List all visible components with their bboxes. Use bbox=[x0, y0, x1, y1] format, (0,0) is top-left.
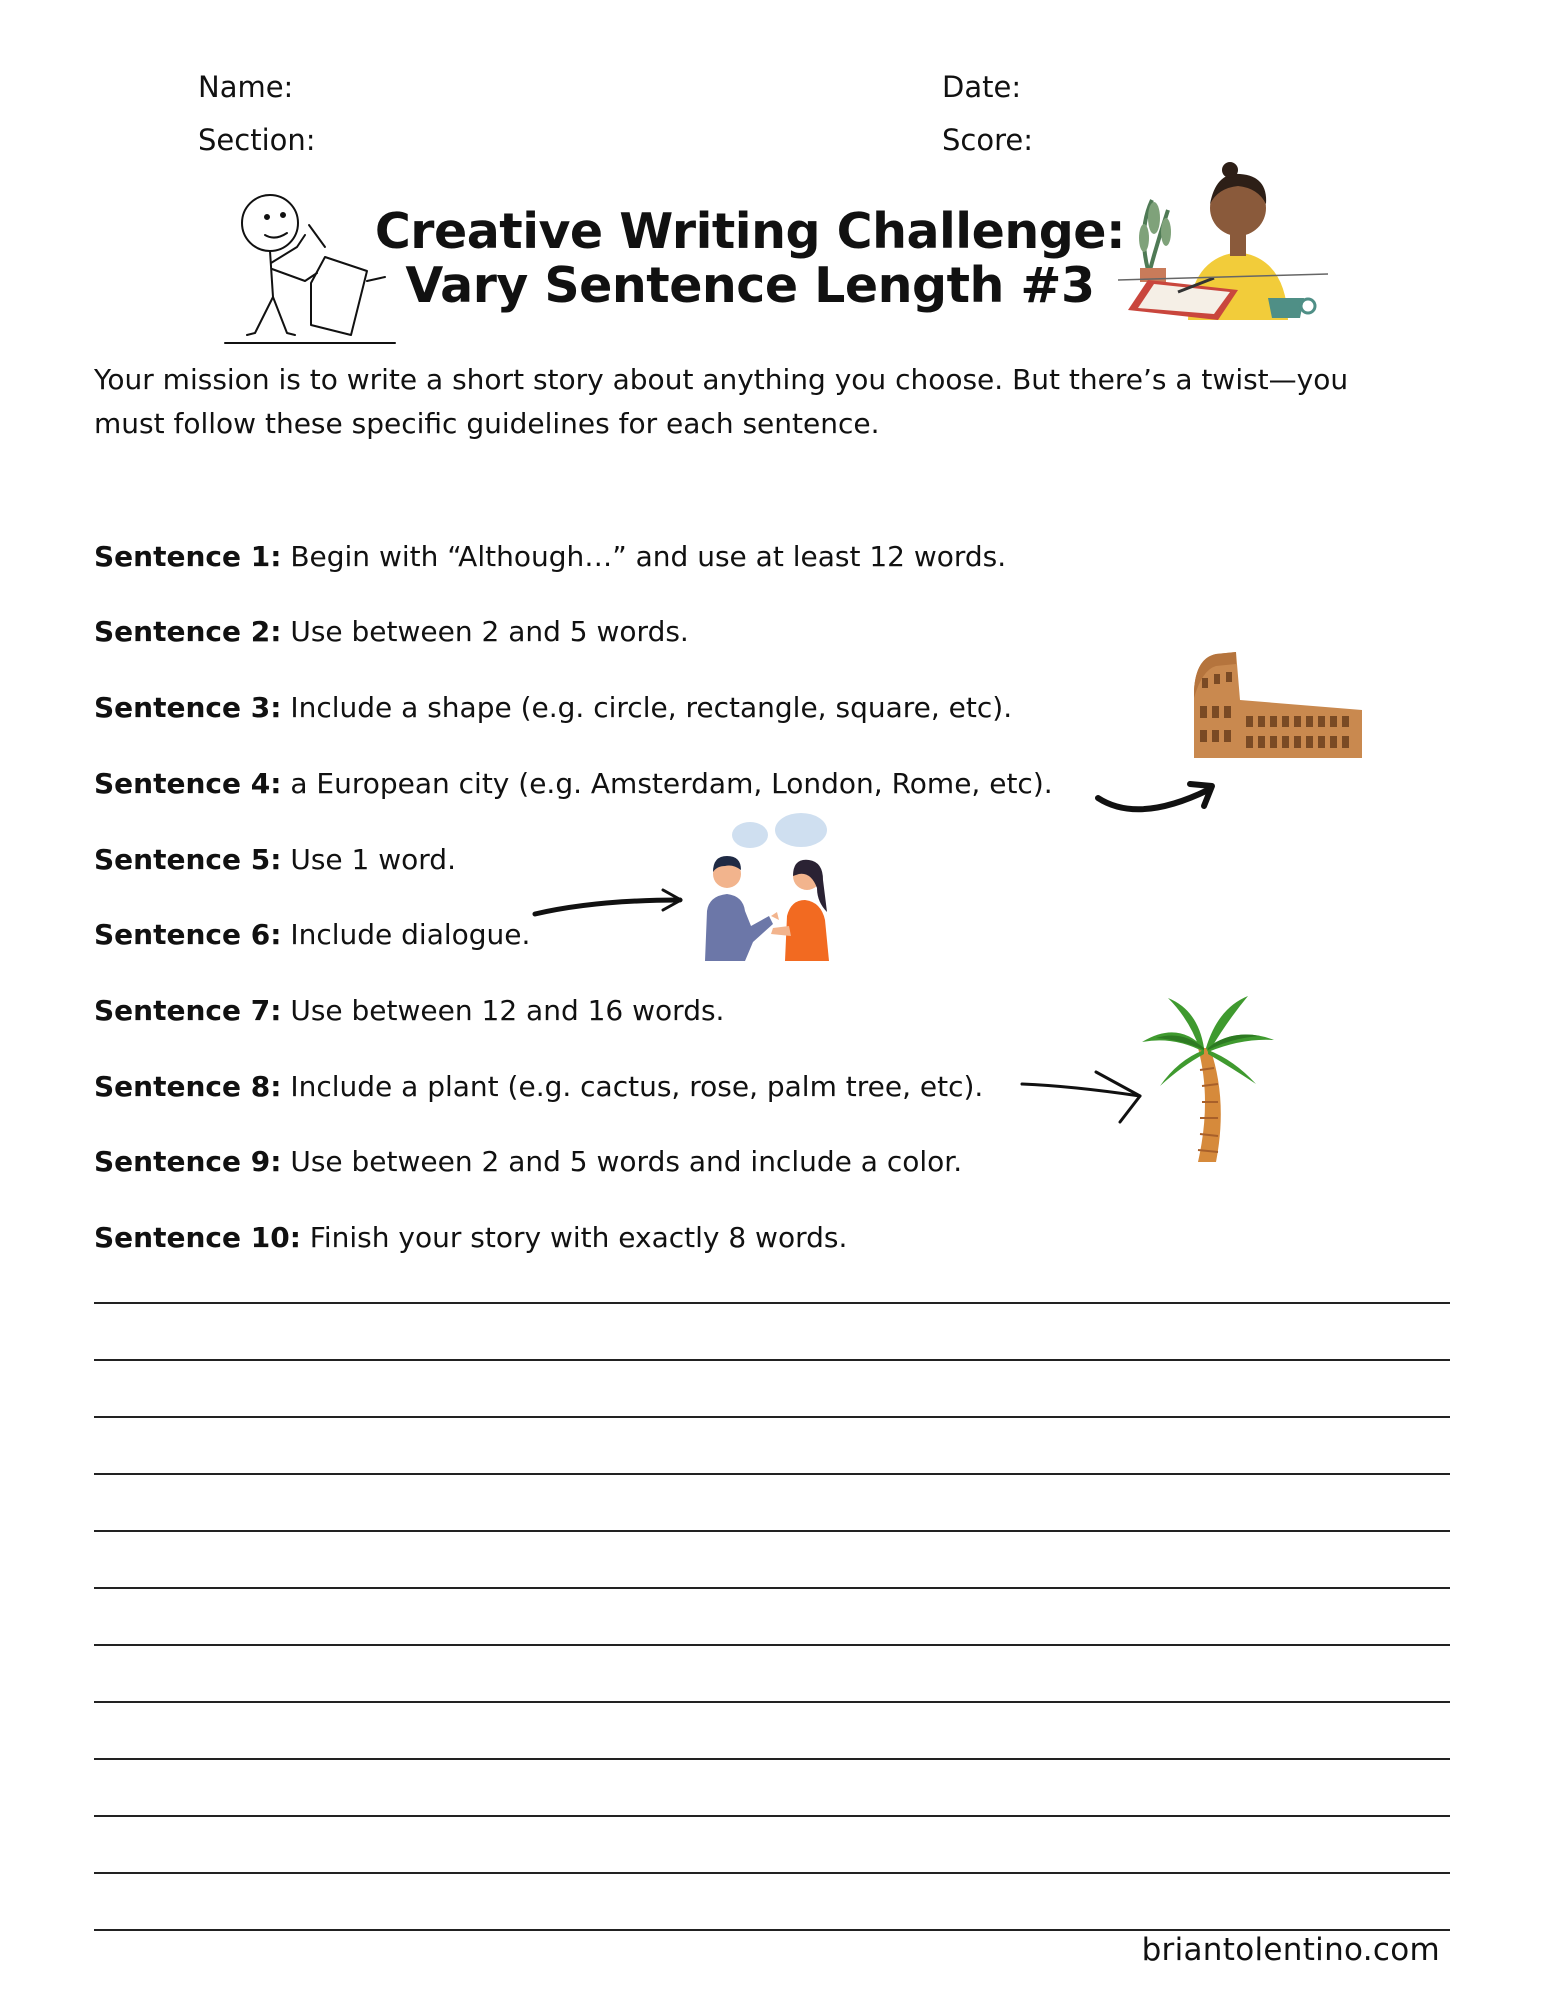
sentence-9 bbox=[94, 1145, 962, 1178]
sentence-2 bbox=[94, 615, 689, 648]
sentence-3-label: Sentence 3: bbox=[94, 691, 282, 724]
writing-line[interactable] bbox=[94, 1587, 1450, 1589]
sentence-4-text: a European city (e.g. Amsterdam, London, Rome, etc). bbox=[281, 767, 1053, 800]
sentence-1-label: Sentence 1: bbox=[94, 540, 282, 573]
sentence-3 bbox=[94, 691, 1012, 724]
sentence-9-text: Use between 2 and 5 words and include a color. bbox=[281, 1145, 963, 1178]
intro-line-2: must follow these specific guidelines for each sentence. bbox=[94, 407, 880, 440]
sentence-5-text: Use 1 word. bbox=[281, 843, 456, 876]
sentence-1-text: Begin with “Although…” and use at least 12 words. bbox=[281, 540, 1007, 573]
writing-line[interactable] bbox=[94, 1644, 1450, 1646]
sentence-6 bbox=[94, 918, 530, 951]
sentence-3-text: Include a shape (e.g. circle, rectangle, square, etc). bbox=[281, 691, 1013, 724]
sentence-5-label: Sentence 5: bbox=[94, 843, 282, 876]
palm-tree-illustration bbox=[1138, 990, 1278, 1165]
curved-arrow-to-colosseum bbox=[1098, 776, 1218, 826]
sentence-2-text: Use between 2 and 5 words. bbox=[281, 615, 689, 648]
sentence-9-label: Sentence 9: bbox=[94, 1145, 282, 1178]
writing-line[interactable] bbox=[94, 1872, 1450, 1874]
sentence-7-text: Use between 12 and 16 words. bbox=[281, 994, 725, 1027]
writing-line[interactable] bbox=[94, 1302, 1450, 1304]
footer-website: briantolentino.com bbox=[1141, 1932, 1440, 1968]
sentence-6-label: Sentence 6: bbox=[94, 918, 282, 951]
arrow-to-palm-tree bbox=[1022, 1066, 1142, 1126]
writing-line[interactable] bbox=[94, 1929, 1450, 1931]
sentence-4 bbox=[94, 767, 1053, 800]
score-label: Score: bbox=[942, 123, 1033, 157]
sentence-10-label: Sentence 10: bbox=[94, 1221, 301, 1254]
sentence-4-label: Sentence 4: bbox=[94, 767, 282, 800]
sentence-5 bbox=[94, 843, 456, 876]
writing-line[interactable] bbox=[94, 1473, 1450, 1475]
section-label: Section: bbox=[198, 123, 316, 157]
sentence-8 bbox=[94, 1070, 983, 1103]
student-writing-illustration bbox=[1118, 160, 1328, 320]
sentence-7-label: Sentence 7: bbox=[94, 994, 282, 1027]
writing-line[interactable] bbox=[94, 1359, 1450, 1361]
sentence-10 bbox=[94, 1221, 847, 1254]
writing-line[interactable] bbox=[94, 1815, 1450, 1817]
date-label: Date: bbox=[942, 70, 1022, 104]
colosseum-illustration bbox=[1192, 650, 1364, 760]
sentence-6-text: Include dialogue. bbox=[281, 918, 531, 951]
writing-line[interactable] bbox=[94, 1758, 1450, 1760]
sentence-7 bbox=[94, 994, 724, 1027]
sentence-8-text: Include a plant (e.g. cactus, rose, palm tree, etc). bbox=[281, 1070, 984, 1103]
sentence-1 bbox=[94, 540, 1006, 573]
page-title-line1: Creative Writing Challenge: bbox=[374, 203, 1126, 260]
sentence-8-label: Sentence 8: bbox=[94, 1070, 282, 1103]
page-title-line2: Vary Sentence Length #3 bbox=[405, 257, 1095, 314]
two-people-talking-illustration bbox=[695, 816, 845, 961]
sentence-10-text: Finish your story with exactly 8 words. bbox=[300, 1221, 848, 1254]
intro-paragraph bbox=[94, 358, 1474, 446]
writing-line[interactable] bbox=[94, 1530, 1450, 1532]
writing-line[interactable] bbox=[94, 1701, 1450, 1703]
intro-line-1: Your mission is to write a short story about anything you choose. But there’s a twist—you bbox=[94, 363, 1349, 396]
arrow-to-people bbox=[535, 886, 685, 926]
stick-figure-writer-illustration bbox=[225, 185, 405, 345]
name-label: Name: bbox=[198, 70, 294, 104]
writing-line[interactable] bbox=[94, 1416, 1450, 1418]
sentence-2-label: Sentence 2: bbox=[94, 615, 282, 648]
